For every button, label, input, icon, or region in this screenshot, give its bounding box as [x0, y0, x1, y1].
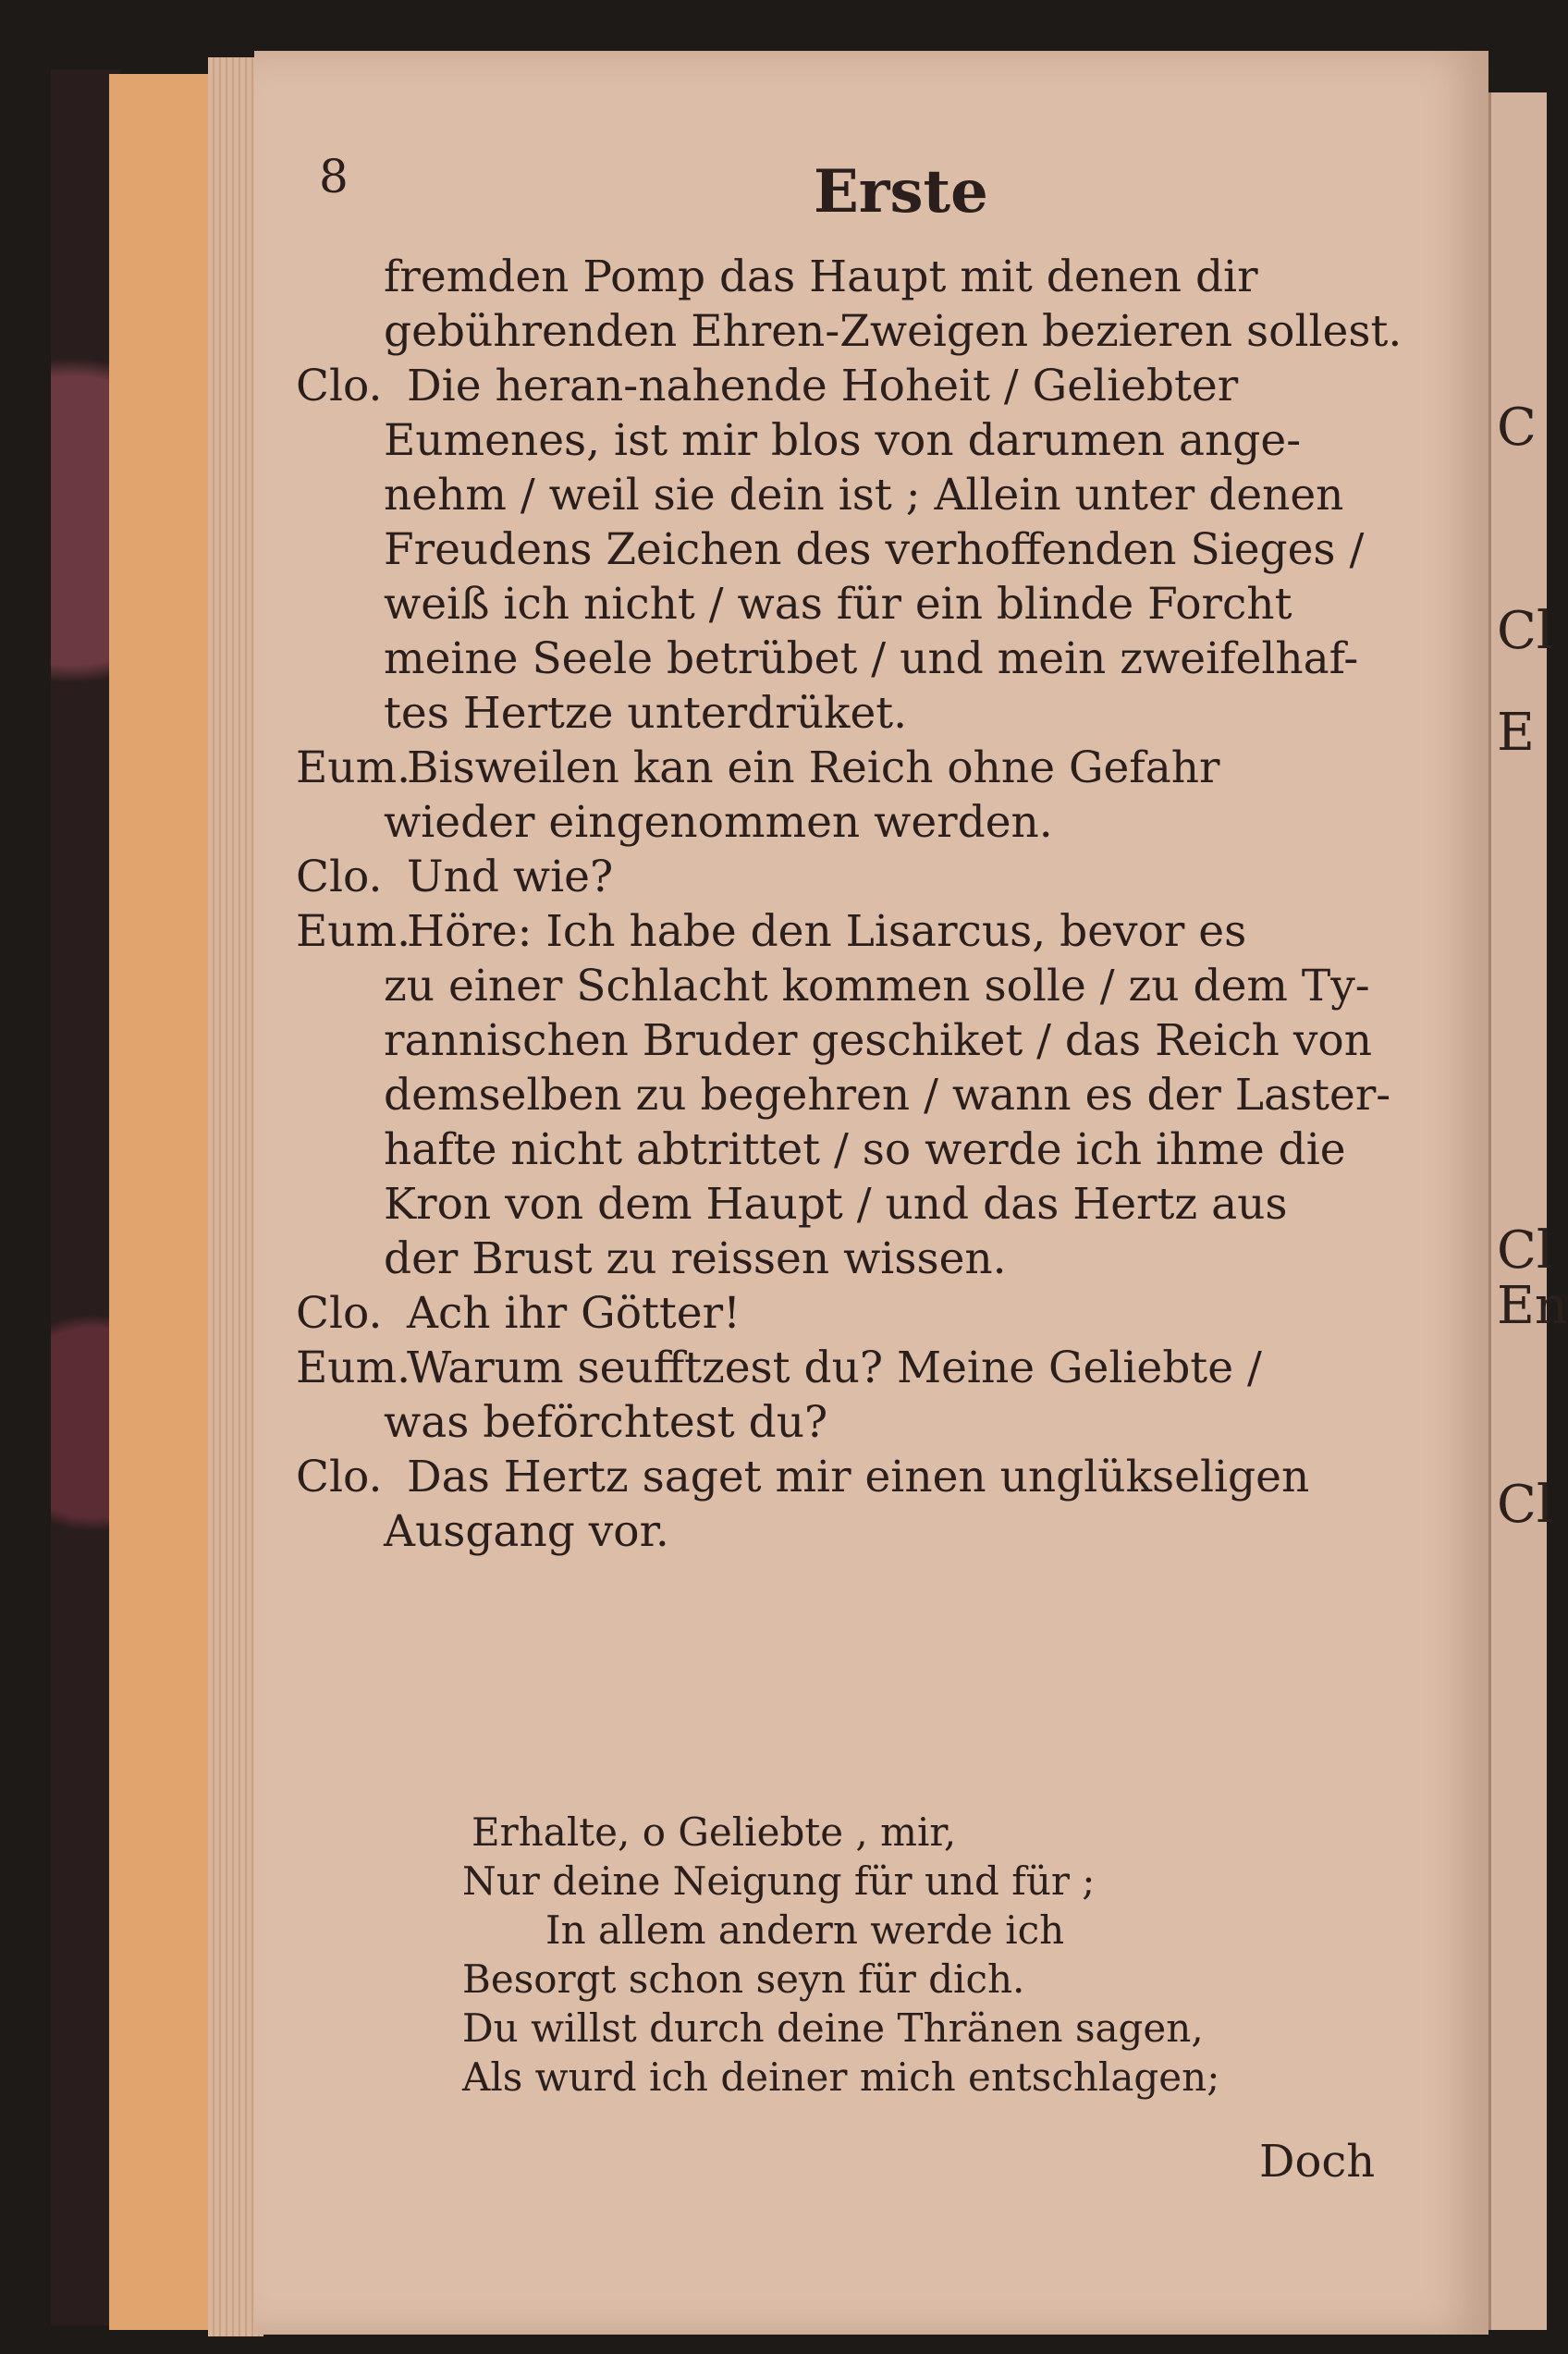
- dialogue-line: hafte nicht abtrittet / so werde ich ihme die: [384, 1124, 1346, 1175]
- poem-line: Nur deine Neigung für und für ;: [462, 1858, 1096, 1904]
- dialogue-line: Kron von dem Haupt / und das Hertz aus: [384, 1179, 1288, 1230]
- facing-page-fragment: Cl: [1497, 1220, 1553, 1281]
- dialogue-line: Eum.Warum seufftzest du? Meine Geliebte /: [296, 1343, 1262, 1393]
- dialogue-line: rannischen Bruder geschiket / das Reich von: [384, 1015, 1372, 1066]
- speaker-label: Eum.: [296, 906, 411, 957]
- poem-line: Besorgt schon seyn für dich.: [462, 1956, 1025, 2002]
- speaker-label: Eum.: [296, 1343, 411, 1393]
- dialogue-line: wieder eingenommen werden.: [384, 797, 1053, 848]
- facing-page-edge: [1488, 92, 1568, 2330]
- poem-stanza: [462, 1808, 1387, 2102]
- speaker-label: Clo.: [296, 852, 383, 902]
- dialogue-line: fremden Pomp das Haupt mit denen dir: [384, 251, 1258, 302]
- facing-page-fragment: C: [1497, 398, 1537, 458]
- dialogue-line: Clo. Die heran-nahende Hoheit / Geliebter: [296, 361, 1239, 411]
- poem-line: Du willst durch deine Thränen sagen,: [462, 2005, 1204, 2051]
- dialogue-line: Eum.Höre: Ich habe den Lisarcus, bevor es: [296, 906, 1247, 957]
- dialogue-line: der Brust zu reissen wissen.: [384, 1233, 1007, 1284]
- dialogue-line: zu einer Schlacht kommen solle / zu dem Ty-: [384, 961, 1370, 1011]
- poem-line: Als wurd ich deiner mich entschlagen;: [462, 2054, 1220, 2100]
- dialogue-line: Ausgang vor.: [384, 1506, 669, 1557]
- poem-line: In allem andern werde ich: [545, 1907, 1065, 1953]
- speaker-label: Clo.: [296, 1452, 383, 1502]
- dialogue-line: Freudens Zeichen des verhoffenden Sieges /: [384, 524, 1365, 575]
- speaker-label: Clo.: [296, 1288, 383, 1339]
- speaker-label: Eum.: [296, 742, 411, 793]
- dialogue-text: [296, 250, 1470, 1559]
- running-title: Erste: [814, 157, 988, 227]
- dialogue-line: weiß ich nicht / was für ein blinde Forcht: [384, 579, 1292, 630]
- dialogue-line: demselben zu begehren / wann es der Laster-: [384, 1070, 1391, 1121]
- facing-page-fragment: Cl: [1497, 1475, 1553, 1535]
- speaker-label: Clo.: [296, 361, 383, 411]
- dialogue-line: Eumenes, ist mir blos von darumen ange-: [384, 415, 1302, 466]
- facing-page-fragment: En: [1497, 1276, 1568, 1336]
- dialogue-line: Eum.Bisweilen kan ein Reich ohne Gefahr: [296, 742, 1220, 793]
- dialogue-line: tes Hertze unterdrüket.: [384, 688, 908, 739]
- facing-page-fragment: Cl: [1497, 601, 1553, 661]
- dialogue-line: Clo. Und wie?: [296, 852, 614, 902]
- book-cover-edge: [109, 74, 220, 2330]
- poem-line: Erhalte, o Geliebte , mir,: [472, 1809, 957, 1855]
- dialogue-line: was beförchtest du?: [384, 1397, 828, 1448]
- dialogue-line: Clo. Das Hertz saget mir einen unglükseligen: [296, 1452, 1310, 1502]
- dialogue-line: nehm / weil sie dein ist ; Allein unter denen: [384, 470, 1344, 521]
- dialogue-line: Clo. Ach ihr Götter!: [296, 1288, 741, 1339]
- dialogue-line: gebührenden Ehren-Zweigen bezieren sollest.: [384, 306, 1403, 357]
- page-number: 8: [319, 150, 349, 203]
- catchword: Doch: [1259, 2136, 1376, 2188]
- dialogue-line: meine Seele betrübet / und mein zweifelhaf-: [384, 633, 1359, 684]
- facing-page-fragment: E: [1497, 703, 1535, 763]
